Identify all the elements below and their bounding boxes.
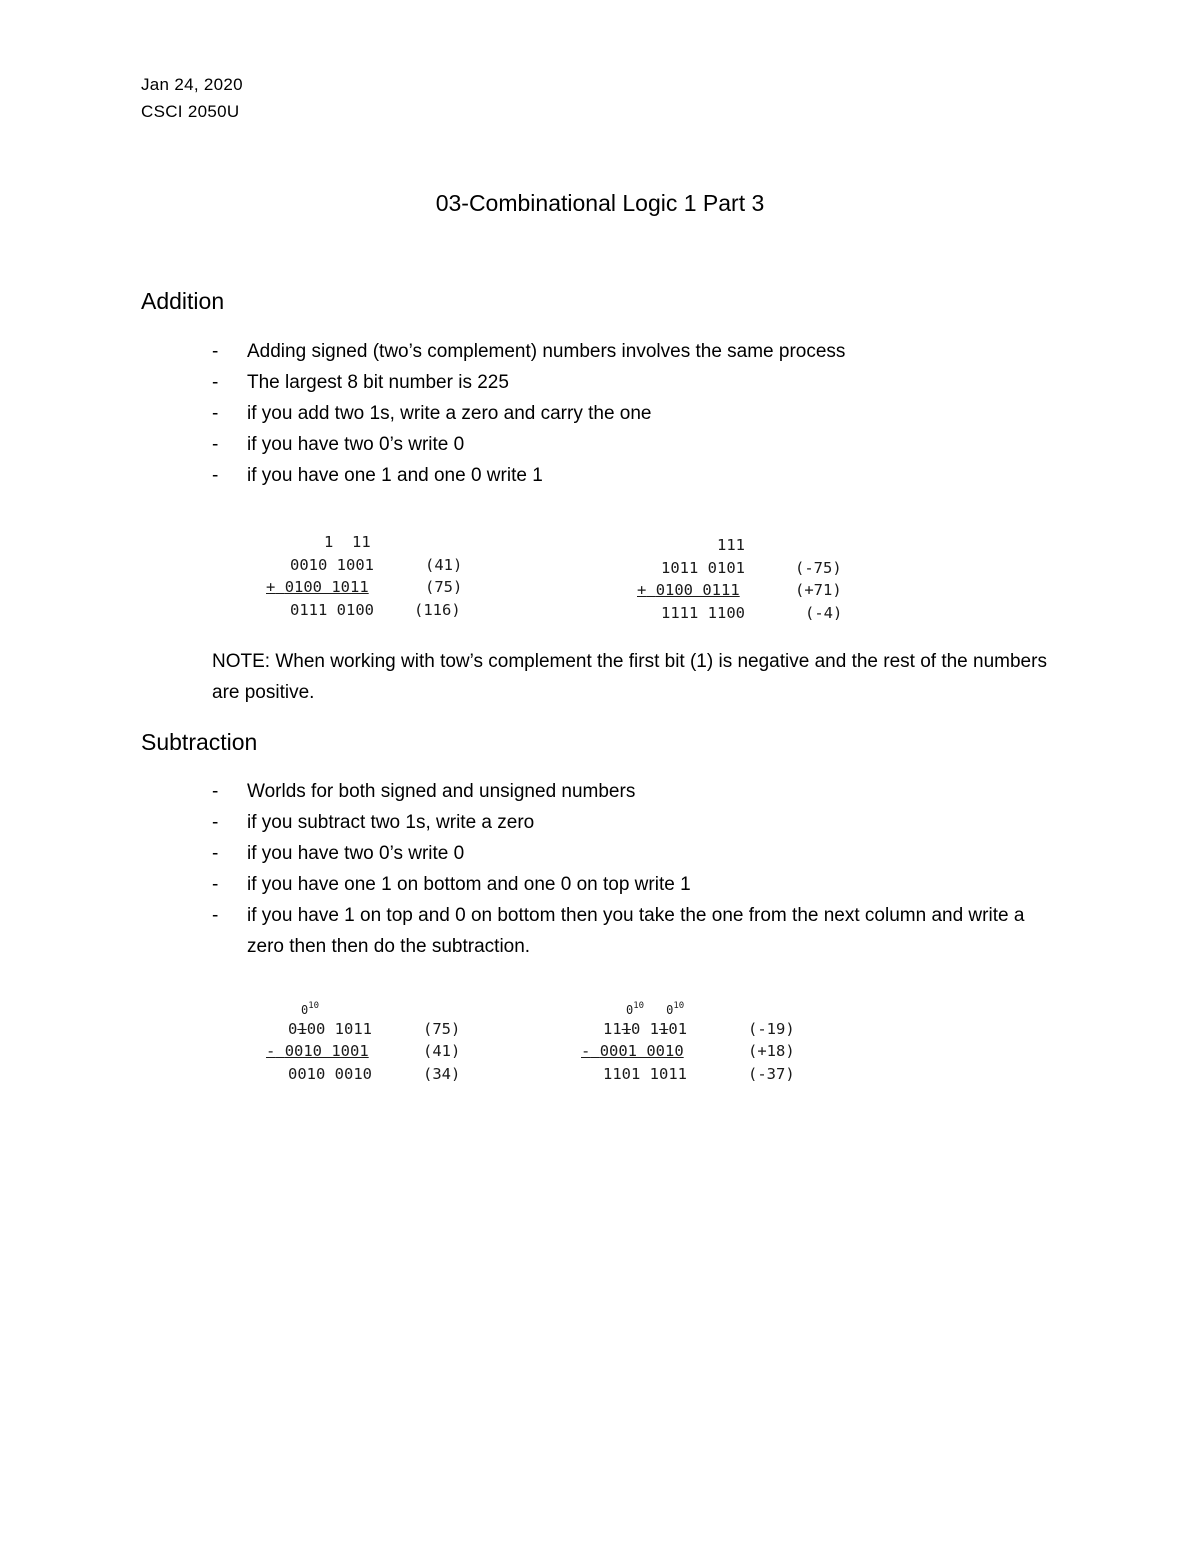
digits: 0 1 — [631, 1019, 660, 1038]
addition-example-2 — [637, 534, 867, 624]
page-title: 03-Combinational Logic 1 Part 3 — [435, 190, 765, 216]
bullet-text: if you have two 0’s write 0 — [247, 843, 465, 864]
minus-sign: - — [266, 1042, 276, 1060]
borrow-superscript: 10 — [633, 1001, 645, 1011]
bullet-text: Worlds for both signed and unsigned numbers — [247, 781, 636, 802]
borrow-digit: 0 — [301, 1003, 309, 1017]
difference-result-value: (34) — [423, 1064, 461, 1083]
bullet-text: Adding signed (two’s complement) numbers involves the same process — [247, 341, 846, 362]
list-item — [212, 336, 1062, 367]
second-operand-line — [581, 1042, 684, 1060]
subtraction-bullet-list — [212, 776, 1062, 962]
bullet-text: if you subtract two 1s, write a zero — [247, 812, 535, 833]
second-operand-value: (+71) — [795, 581, 842, 599]
second-operand-value: (+18) — [748, 1042, 795, 1060]
list-item — [212, 398, 1062, 429]
bullet-text: The largest 8 bit number is 225 — [247, 372, 509, 393]
first-operand-value: (-75) — [795, 558, 842, 577]
bullet-text: if you have one 1 on bottom and one 0 on top write 1 — [247, 874, 691, 895]
list-item — [212, 807, 1062, 838]
first-operand-value: (-19) — [748, 1019, 795, 1038]
first-operand-value: (41) — [425, 555, 463, 574]
second-operand-line — [266, 578, 369, 596]
bullet-dash: - — [212, 843, 219, 864]
digit: 0 — [288, 1019, 298, 1038]
minus-sign: - — [581, 1042, 591, 1060]
digits: 11 — [603, 1019, 622, 1038]
first-operand — [266, 1020, 372, 1038]
bullet-dash: - — [212, 434, 219, 455]
second-operand: 0010 1001 — [284, 1042, 369, 1060]
borrow-digit: 0 — [626, 1003, 634, 1017]
second-operand-line — [266, 1042, 369, 1060]
bullet-text: if you have 1 on top and 0 on bottom then you take the one from the next column and write a zero then then do the subtraction. — [247, 905, 1025, 957]
addition-heading: Addition — [141, 288, 225, 314]
bullet-text: if you add two 1s, write a zero and carry the one — [247, 403, 652, 424]
addition-bullet-list — [212, 336, 1062, 491]
bullet-dash: - — [212, 812, 219, 833]
digits: 01 — [668, 1019, 688, 1038]
borrow-mark — [644, 1003, 684, 1017]
list-item — [212, 900, 1062, 962]
digits: 00 1011 — [306, 1019, 373, 1038]
subtraction-example-2 — [581, 995, 821, 1085]
borrow-superscript: 10 — [308, 1001, 320, 1011]
borrow-digit: 0 — [666, 1003, 674, 1017]
course-code: CSCI 2050U — [141, 102, 240, 121]
list-item — [212, 460, 1062, 491]
bullet-dash: - — [212, 781, 219, 802]
difference-result: 0010 0010 — [288, 1064, 372, 1083]
list-item — [212, 869, 1062, 900]
twos-complement-note: NOTE: When working with tow’s complement the first bit (1) is negative and the rest of the numbers are positive. — [212, 651, 1047, 703]
list-item — [212, 838, 1062, 869]
document-date: Jan 24, 2020 — [141, 75, 243, 94]
list-item — [212, 429, 1062, 460]
bullet-dash: - — [212, 874, 219, 895]
second-operand-value: (41) — [423, 1042, 461, 1060]
second-operand: 0100 0111 — [655, 581, 740, 599]
sum-result-value: (116) — [414, 600, 461, 619]
list-item — [212, 776, 1062, 807]
subtraction-heading: Subtraction — [141, 729, 258, 755]
borrow-mark — [581, 1003, 644, 1017]
bullet-dash: - — [212, 341, 219, 362]
struck-digit: 1 — [297, 1019, 307, 1038]
difference-result: 1101 1011 — [603, 1064, 687, 1083]
second-operand: 0001 0010 — [599, 1042, 684, 1060]
bullet-text: if you have two 0’s write 0 — [247, 434, 465, 455]
struck-digit: 1 — [621, 1019, 632, 1038]
second-operand-line — [637, 581, 740, 599]
first-operand: 1011 0101 — [661, 558, 745, 577]
borrow-superscript: 10 — [673, 1001, 685, 1011]
first-operand: 0010 1001 — [290, 555, 374, 574]
addition-example-1 — [266, 531, 486, 621]
plus-sign: + — [266, 578, 276, 596]
first-operand-value: (75) — [423, 1019, 461, 1038]
bullet-dash: - — [212, 372, 219, 393]
struck-digit: 1 — [659, 1019, 669, 1038]
second-operand: 0100 1011 — [284, 578, 369, 596]
sum-result-value: (-4) — [805, 603, 843, 622]
difference-result-value: (-37) — [748, 1064, 795, 1083]
bullet-dash: - — [212, 465, 219, 486]
second-operand-value: (75) — [425, 578, 463, 596]
sum-result: 1111 1100 — [661, 603, 745, 622]
borrow-mark — [266, 1003, 319, 1017]
sum-result: 0111 0100 — [290, 600, 374, 619]
plus-sign: + — [637, 581, 647, 599]
subtraction-example-1 — [266, 995, 486, 1085]
first-operand — [581, 1020, 687, 1038]
bullet-dash: - — [212, 403, 219, 424]
list-item — [212, 367, 1062, 398]
bullet-text: if you have one 1 and one 0 write 1 — [247, 465, 543, 486]
carry-digits: 1 11 — [324, 533, 371, 551]
carry-digits: 111 — [717, 536, 745, 554]
bullet-dash: - — [212, 905, 219, 926]
